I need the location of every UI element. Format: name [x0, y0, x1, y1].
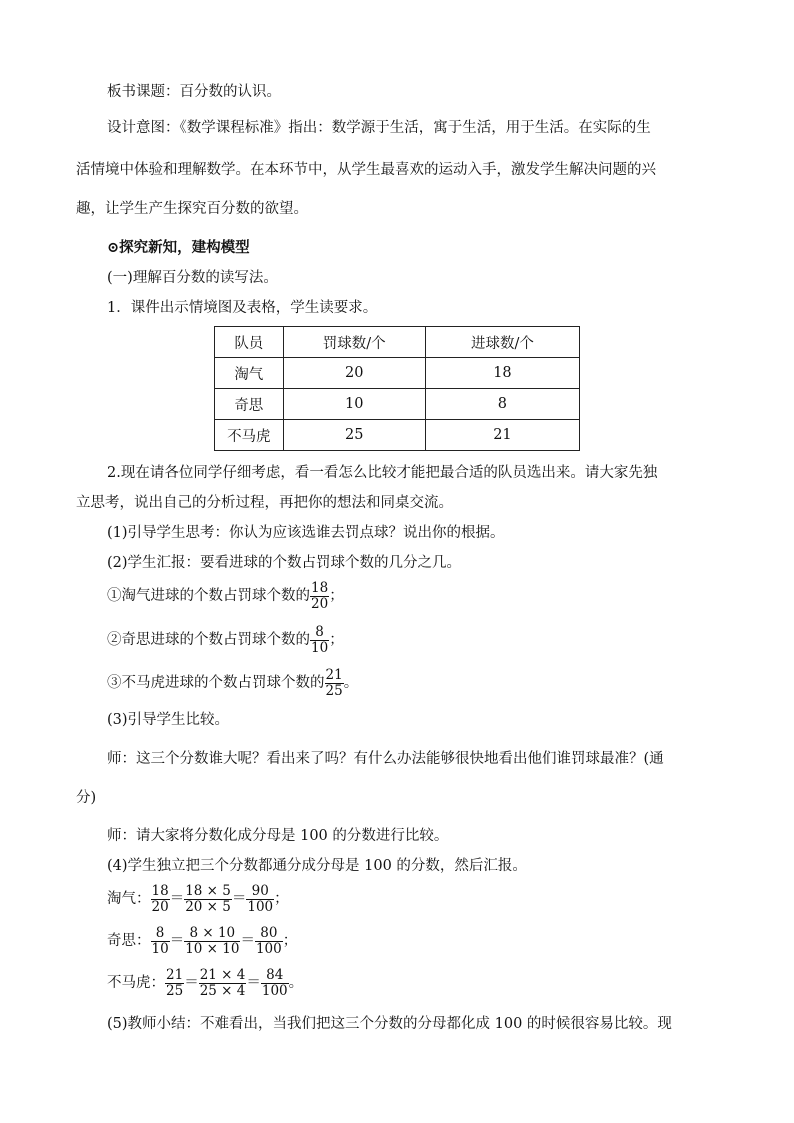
- equals: ＝: [169, 933, 185, 949]
- fraction: $\frac{18 \times 5}{20 \times 5}$: [185, 882, 231, 915]
- result-1: [107, 580, 344, 612]
- table-header-row: [215, 327, 580, 358]
- fraction: [325, 668, 344, 699]
- conversion-label: 淘气：: [107, 891, 151, 907]
- score-table: [214, 326, 580, 451]
- teacher-question-line1: 师：这三个分数谁大呢？看出来了吗？有什么办法能够很快地看出他们谁罚球最准？(通: [107, 751, 664, 767]
- punct: ；: [282, 933, 298, 949]
- fraction: $\frac{8}{10}$: [151, 924, 169, 957]
- punct: ；: [329, 588, 344, 604]
- result-3: [107, 667, 358, 699]
- table-cell: 8: [425, 389, 579, 420]
- question-3: (3)引导学生比较。: [107, 712, 230, 728]
- table-row: [215, 358, 580, 389]
- table-cell: 21: [425, 420, 579, 451]
- step-2-line2: 立思考，说出自己的分析过程，再把你的想法和同桌交流。: [76, 495, 453, 511]
- lesson-title: 板书课题：百分数的认识。: [107, 84, 281, 100]
- table-cell: 奇思: [215, 389, 284, 420]
- result-3-text: ③不马虎进球的个数占罚球个数的: [107, 675, 325, 691]
- conversion-label: 不马虎：: [107, 975, 165, 991]
- result-1-text: ①淘气进球的个数占罚球个数的: [107, 588, 310, 604]
- fraction: $\frac{18}{20}$: [151, 882, 169, 915]
- equals: ＝: [169, 891, 185, 907]
- fraction: $\frac{8 \times 10}{10 \times 10}$: [185, 924, 240, 957]
- table-cell: 不马虎: [215, 420, 284, 451]
- fraction: $\frac{80}{100}$: [255, 924, 282, 957]
- design-intent-line3: 趣，让学生产生探究百分数的欲望。: [76, 201, 308, 217]
- fraction: $\frac{21 \times 4}{25 \times 4}$: [199, 966, 246, 999]
- punct: ；: [329, 632, 344, 648]
- conversion-3: [107, 964, 303, 1002]
- table-cell: 10: [283, 389, 425, 420]
- question-1: (1)引导学生思考：你认为应该选谁去罚点球？说出你的根据。: [107, 525, 505, 541]
- table-cell: 18: [425, 358, 579, 389]
- teacher-summary: (5)教师小结：不难看出，当我们把这三个分数的分母都化成 100 的时候很容易比较。现: [107, 1016, 672, 1032]
- conversion-1: [107, 880, 289, 918]
- numerator: 18: [311, 579, 329, 596]
- denominator: 20: [311, 595, 329, 612]
- result-2-text: ②奇思进球的个数占罚球个数的: [107, 632, 310, 648]
- fraction: $\frac{84}{100}$: [261, 966, 288, 999]
- table-cell: 25: [283, 420, 425, 451]
- equals: ＝: [246, 975, 261, 991]
- step-2-line1: 2.现在请各位同学仔细考虑，看一看怎么比较才能把最合适的队员选出来。请大家先独: [107, 465, 658, 481]
- fraction: [310, 625, 329, 656]
- section-heading: ⊙探究新知，建构模型: [107, 239, 250, 256]
- question-4: (4)学生独立把三个分数都通分成分母是 100 的分数，然后汇报。: [107, 858, 527, 874]
- denominator: 10: [311, 639, 329, 656]
- design-intent-line2: 活情境中体验和理解数学。在本环节中，从学生最喜欢的运动入手，激发学生解决问题的兴: [76, 162, 656, 178]
- subsection-heading: (一)理解百分数的读写法。: [107, 270, 278, 286]
- table-cell: 20: [283, 358, 425, 389]
- punct: 。: [288, 975, 304, 991]
- numerator: 21: [325, 666, 343, 683]
- equals: ＝: [184, 975, 199, 991]
- numerator: 8: [315, 623, 324, 640]
- equals: ＝: [231, 891, 247, 907]
- teacher-question-line2: 分): [76, 790, 97, 806]
- conversion-2: [107, 922, 297, 960]
- table-row: [215, 389, 580, 420]
- denominator: 25: [325, 682, 343, 699]
- punct: ；: [274, 891, 289, 907]
- teacher-instruction: 师：请大家将分数化成分母是 100 的分数进行比较。: [107, 828, 449, 844]
- table-header-cell: 进球数/个: [425, 327, 579, 358]
- table-header-cell: 罚球数/个: [283, 327, 425, 358]
- equals: ＝: [240, 933, 255, 949]
- question-2: (2)学生汇报：要看进球的个数占罚球个数的几分之几。: [107, 555, 462, 571]
- table-header-cell: 队员: [215, 327, 284, 358]
- fraction: $\frac{90}{100}$: [247, 882, 274, 915]
- table-row: [215, 420, 580, 451]
- design-intent-line1: 设计意图：《数学课程标准》指出：数学源于生活，寓于生活，用于生活。在实际的生: [107, 120, 651, 136]
- table-cell: 淘气: [215, 358, 284, 389]
- result-2: [107, 624, 344, 656]
- fraction: [310, 581, 329, 612]
- fraction: $\frac{21}{25}$: [166, 966, 184, 999]
- step-1: 1．课件出示情境图及表格，学生读要求。: [107, 300, 378, 316]
- conversion-label: 奇思：: [107, 933, 151, 949]
- punct: 。: [343, 675, 359, 691]
